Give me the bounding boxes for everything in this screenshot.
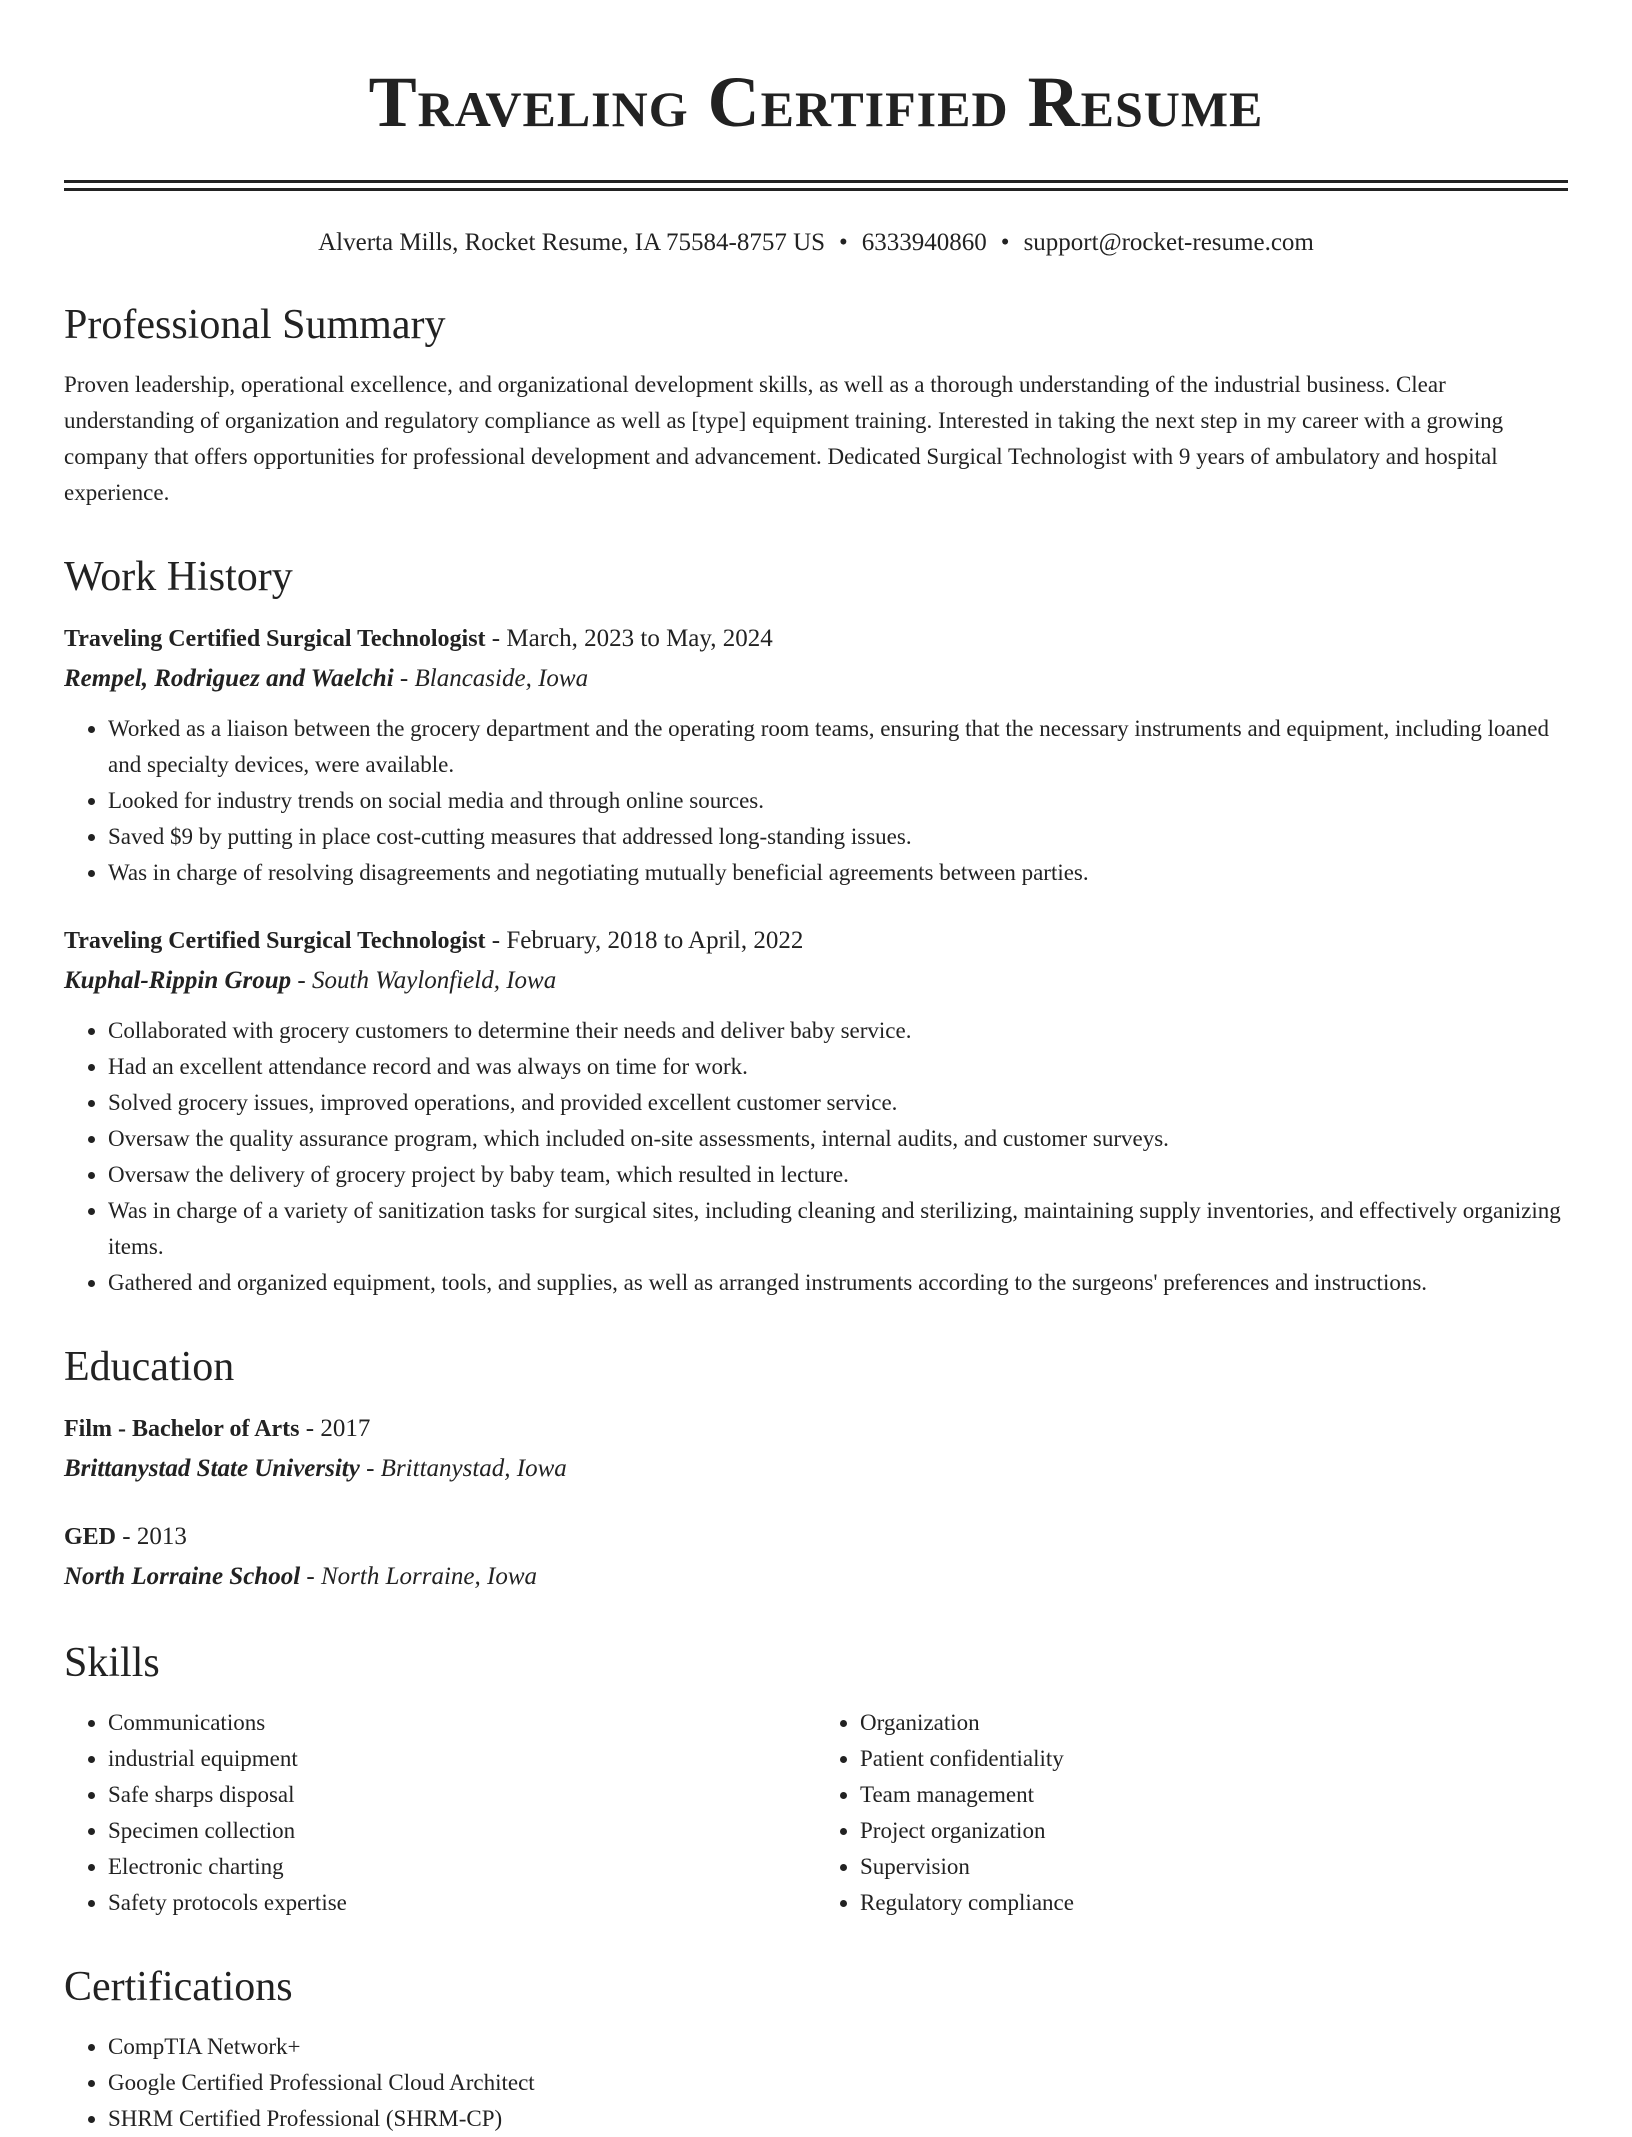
- skills-heading: Skills: [64, 1640, 160, 1686]
- job-company: Kuphal-Rippin Group: [64, 967, 292, 994]
- degree-line: [64, 1409, 1568, 1449]
- skills-list-right: [816, 1705, 1568, 1921]
- list-item: • Communications: [108, 1705, 816, 1741]
- degree-line: [64, 1517, 1568, 1557]
- list-item: • Collaborated with grocery customers to determine their needs and deliver baby service.: [108, 1013, 1568, 1049]
- list-item: • Safety protocols expertise: [108, 1885, 816, 1921]
- contact-separator: •: [839, 229, 848, 256]
- list-item: • Looked for industry trends on social media and through online sources.: [108, 783, 1568, 819]
- job-company-line: [64, 961, 1568, 1001]
- degree-year: - 2017: [299, 1415, 371, 1442]
- list-item: • Oversaw the quality assurance program, which included on-site assessments, internal audits, and customer surveys.: [108, 1121, 1568, 1157]
- list-item: • Project organization: [860, 1813, 1568, 1849]
- list-item: • Solved grocery issues, improved operations, and provided excellent customer service.: [108, 1085, 1568, 1121]
- job-title-line: [64, 619, 1568, 659]
- contact-separator: •: [1000, 229, 1010, 256]
- contact-address: Alverta Mills, Rocket Resume, IA 75584-8757 US: [318, 229, 826, 256]
- summary-text: Proven leadership, operational excellence, and organizational development skills, as well as a thorough understanding of the industrial business. Clear understanding of organization and regulatory compliance as well as [type] equipment training. Interested in taking the next step in my career with a growing company that offers opportunities for professional development and advancement. Dedicated Surgical Technologist with 9 years of ambulatory and hospital experience.: [64, 372, 1504, 505]
- list-item: • Team management: [860, 1777, 1568, 1813]
- school-location: - North Lorraine, Iowa: [300, 1563, 538, 1590]
- list-item: • CompTIA Network+: [108, 2029, 1568, 2065]
- skills-list-left: [64, 1705, 816, 1921]
- certifications-heading: Certifications: [64, 1964, 293, 2010]
- list-item: • Patient confidentiality: [860, 1741, 1568, 1777]
- list-item: • Organization: [860, 1705, 1568, 1741]
- summary-heading: Professional Summary: [64, 302, 446, 348]
- job-duties-list: [64, 711, 1568, 891]
- school-location: - Brittanystad, Iowa: [359, 1455, 567, 1482]
- skills-grid: [64, 1705, 1568, 1921]
- job-title: Traveling Certified Surgical Technologist: [64, 928, 486, 954]
- list-item: • Regulatory compliance: [860, 1885, 1568, 1921]
- job-dates: - March, 2023 to May, 2024: [485, 625, 773, 652]
- list-item: • SHRM Certified Professional (SHRM-CP): [108, 2101, 1568, 2137]
- education-heading: Education: [64, 1344, 235, 1390]
- list-item: • Was in charge of resolving disagreements and negotiating mutually beneficial agreements between parties.: [108, 855, 1568, 891]
- school-line: [64, 1449, 1568, 1489]
- job-entry: [64, 921, 1568, 1301]
- list-item: • Electronic charting: [108, 1849, 816, 1885]
- job-company: Rempel, Rodriguez and Waelchi: [64, 665, 394, 692]
- list-item: • industrial equipment: [108, 1741, 816, 1777]
- list-item: • Specimen collection: [108, 1813, 816, 1849]
- list-item: • Oversaw the delivery of grocery project by baby team, which resulted in lecture.: [108, 1157, 1568, 1193]
- contact-line: [64, 227, 1568, 259]
- list-item: • Gathered and organized equipment, tools, and supplies, as well as arranged instruments according to the surgeons' preferences and instructions.: [108, 1265, 1568, 1301]
- job-title-line: [64, 921, 1568, 961]
- list-item: • Saved $9 by putting in place cost-cutting measures that addressed long-standing issues.: [108, 819, 1568, 855]
- degree-name: GED: [64, 1524, 117, 1550]
- title-divider: [64, 180, 1568, 191]
- resume-title: Traveling Certified Resume: [368, 62, 1264, 142]
- job-company-line: [64, 659, 1568, 699]
- list-item: • Google Certified Professional Cloud Architect: [108, 2065, 1568, 2101]
- degree-name: Film - Bachelor of Arts: [64, 1416, 300, 1442]
- school-line: [64, 1557, 1568, 1597]
- list-item: • Was in charge of a variety of sanitization tasks for surgical sites, including cleaning and sterilizing, maintaining supply inventories, and effectively organizing items.: [108, 1193, 1568, 1265]
- work-history-heading: Work History: [64, 554, 293, 600]
- job-location: - South Waylonfield, Iowa: [291, 967, 557, 994]
- contact-phone: 6333940860: [861, 229, 987, 256]
- list-item: • Safe sharps disposal: [108, 1777, 816, 1813]
- certifications-list: [64, 2029, 1568, 2137]
- job-duties-list: [64, 1013, 1568, 1301]
- contact-email: support@rocket-resume.com: [1023, 229, 1314, 256]
- job-entry: [64, 619, 1568, 891]
- job-location: - Blancaside, Iowa: [393, 665, 589, 692]
- school-name: North Lorraine School: [64, 1563, 301, 1590]
- list-item: • Worked as a liaison between the grocery department and the operating room teams, ensuring that the necessary instruments and equipment, including loaned and specialty devices, were available.: [108, 711, 1568, 783]
- job-dates: - February, 2018 to April, 2022: [485, 927, 804, 954]
- list-item: • Supervision: [860, 1849, 1568, 1885]
- list-item: • Had an excellent attendance record and was always on time for work.: [108, 1049, 1568, 1085]
- education-entry: [64, 1409, 1568, 1489]
- degree-year: - 2013: [116, 1523, 187, 1550]
- school-name: Brittanystad State University: [64, 1455, 360, 1482]
- job-title: Traveling Certified Surgical Technologist: [64, 626, 486, 652]
- education-entry: [64, 1517, 1568, 1597]
